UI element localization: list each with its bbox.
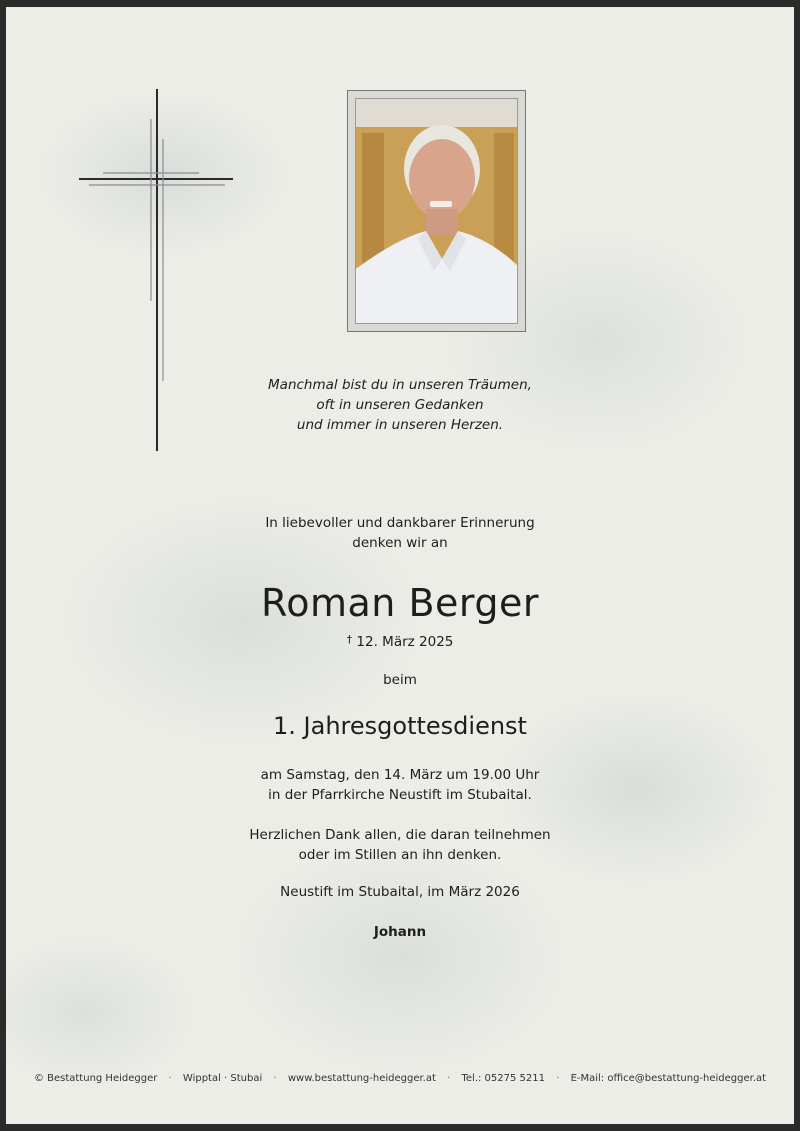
event-details-line-1: am Samstag, den 14. März um 19.00 Uhr [260, 767, 540, 783]
intro-text [6, 513, 794, 553]
event-title: 1. Jahresgottesdienst [273, 712, 527, 740]
dagger-symbol: † [346, 633, 353, 646]
thanks-line-2: oder im Stillen an ihn denken. [298, 847, 502, 863]
footer-separator: · [556, 1073, 560, 1084]
footer-copyright: © Bestattung Heidegger [33, 1073, 158, 1084]
footer-separator: · [168, 1073, 172, 1084]
footer-website-link[interactable]: www.bestattung-heidegger.at [287, 1073, 436, 1084]
footer-phone: Tel.: 05275 5211 [461, 1073, 545, 1084]
footer-separator: · [273, 1073, 277, 1084]
quote-line-3: und immer in unseren Herzen. [296, 417, 504, 433]
intro-line-1: In liebevoller und dankbarer Erinnerung [265, 515, 535, 531]
portrait-frame [347, 90, 526, 332]
death-date-value: 12. März 2025 [356, 634, 454, 650]
beim-text: beim [383, 672, 417, 688]
portrait-photo [355, 98, 518, 324]
event-details-line-2: in der Pfarrkirche Neustift im Stubaital. [268, 787, 532, 803]
footer-region: Wipptal · Stubai [182, 1073, 263, 1084]
footer-email-link[interactable]: E-Mail: office@bestattung-heidegger.at [570, 1073, 767, 1084]
footer [6, 1073, 794, 1084]
quote-line-2: oft in unseren Gedanken [316, 397, 484, 413]
footer-separator: · [447, 1073, 451, 1084]
thanks-text [6, 825, 794, 865]
place-date: Neustift im Stubaital, im März 2026 [280, 884, 520, 900]
quote-line-1: Manchmal bist du in unseren Träumen, [268, 377, 532, 393]
event-details [6, 765, 794, 805]
deceased-name: Roman Berger [261, 581, 539, 625]
intro-line-2: denken wir an [352, 535, 448, 551]
death-date [6, 633, 794, 650]
signature: Johann [373, 924, 427, 940]
memorial-quote [6, 375, 794, 435]
thanks-line-1: Herzlichen Dank allen, die daran teilnehmen [249, 827, 551, 843]
obituary-card [6, 7, 794, 1124]
